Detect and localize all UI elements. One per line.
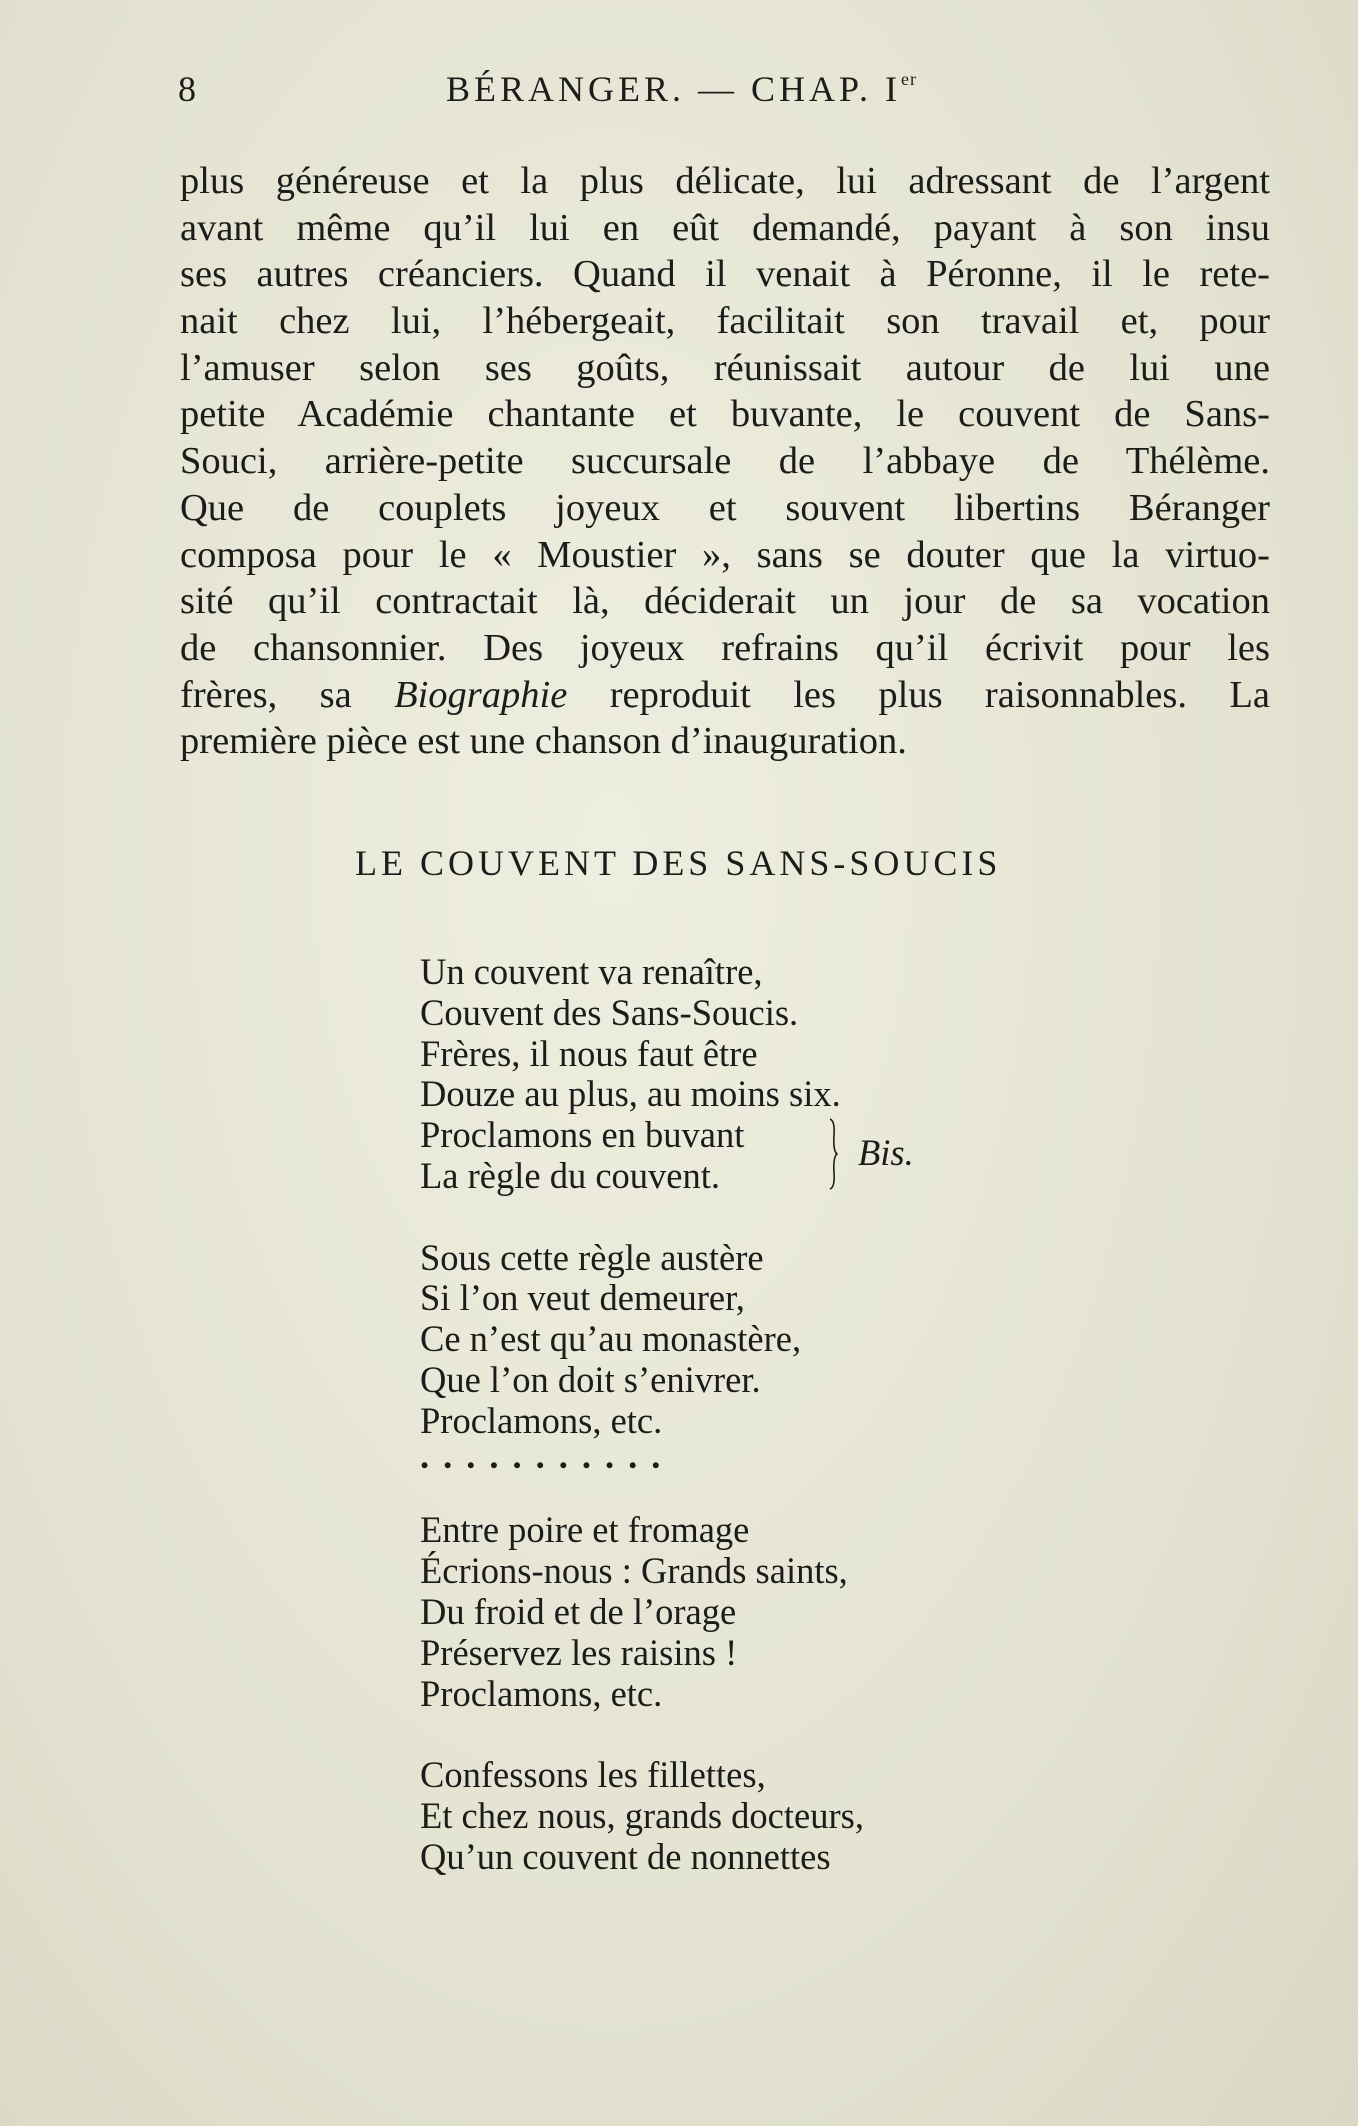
- text-line: petite Académie chantante et buvante, le couvent de Sans-: [180, 393, 1270, 436]
- text-line: l’amuser selon ses goûts, réunissait autour de lui une: [180, 346, 1270, 389]
- verse-line: Proclamons en buvant: [420, 1114, 745, 1156]
- verse-line: Qu’un couvent de nonnettes: [420, 1835, 831, 1877]
- verse-line: La règle du couvent.: [420, 1154, 720, 1196]
- stanza-1: [420, 952, 1120, 1197]
- verse-line: Si l’on veut demeurer,: [420, 1277, 745, 1319]
- text-line: première pièce est une chanson d’inauguration.: [180, 720, 907, 763]
- prose-paragraph: [180, 158, 1270, 765]
- stanza-3: [420, 1510, 1120, 1714]
- brace-icon: [828, 1117, 838, 1191]
- verse-line: Que l’on doit s’enivrer.: [420, 1358, 761, 1400]
- poem-title: LE COUVENT DES SANS-SOUCIS: [355, 843, 1002, 883]
- verse-line: Un couvent va renaître,: [420, 951, 763, 992]
- verse-line: Confessons les fillettes,: [420, 1754, 766, 1796]
- verse-line: Du froid et de l’orage: [420, 1590, 737, 1632]
- text-line: avant même qu’il lui en eût demandé, payant à son insu: [180, 206, 1270, 249]
- verse-line: Et chez nous, grands docteurs,: [420, 1794, 864, 1836]
- text-segment: reproduit les plus raisonnables. La: [567, 673, 1270, 716]
- verse-line: Préservez les raisins !: [420, 1631, 738, 1673]
- verse-line: Entre poire et fromage: [420, 1509, 750, 1551]
- text-line: sité qu’il contractait là, déciderait un jour de sa vocation: [180, 580, 1270, 623]
- stanza-4: [420, 1755, 1120, 1877]
- text-line: composa pour le « Moustier », sans se douter que la virtuo-: [180, 533, 1270, 576]
- text-line: Souci, arrière-petite succursale de l’abbaye de Thélème.: [180, 440, 1270, 483]
- verse-line: Écrions-nous : Grands saints,: [420, 1550, 848, 1592]
- book-title-italic: Biographie: [394, 673, 568, 716]
- verse-line: Douze au plus, au moins six.: [420, 1073, 841, 1115]
- verse-line: Proclamons, etc.: [420, 1672, 663, 1714]
- page-number: 8: [178, 69, 200, 109]
- verse-line: Sous cette règle austère: [420, 1236, 764, 1278]
- verse-line: Proclamons, etc.: [420, 1399, 663, 1441]
- ellipsis-dots: ...........: [420, 1434, 675, 1476]
- page-header: [178, 68, 1068, 118]
- running-title: [446, 68, 917, 110]
- text-line: ses autres créanciers. Quand il venait à Péronne, il le rete-: [180, 253, 1270, 296]
- text-line: plus généreuse et la plus délicate, lui adressant de l’argent: [180, 160, 1270, 202]
- verse-line: Couvent des Sans-Soucis.: [420, 991, 799, 1033]
- text-segment: frères, sa: [180, 673, 395, 716]
- running-title-text: BÉRANGER. — CHAP. I: [446, 69, 902, 109]
- running-title-sup: er: [901, 69, 918, 89]
- refrain: [420, 1115, 1120, 1197]
- text-line: Que de couplets joyeux et souvent libertins Béranger: [180, 486, 1270, 529]
- verse-line: Frères, il nous faut être: [420, 1032, 758, 1074]
- text-line: nait chez lui, l’hébergeait, facilitait son travail et, pour: [180, 300, 1270, 343]
- text-line: [180, 672, 1270, 719]
- text-line: de chansonnier. Des joyeux refrains qu’il écrivit pour les: [180, 626, 1270, 669]
- verse-line: Ce n’est qu’au monastère,: [420, 1318, 802, 1360]
- bis-mark: Bis.: [858, 1132, 914, 1174]
- stanza-2: [420, 1238, 1120, 1442]
- poem: [420, 952, 1120, 1918]
